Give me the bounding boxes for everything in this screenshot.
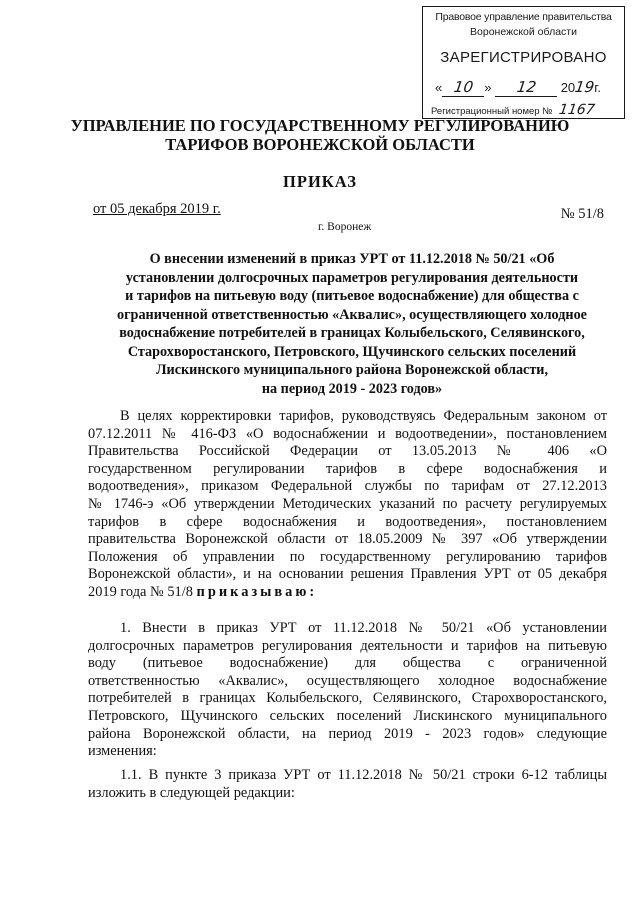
document-city: г. Воронеж [318, 221, 372, 233]
item-1-line: ответственностью «Аквалис», осуществляющего холодное водоснабжение [88, 672, 607, 689]
title-line: установлении долгосрочных параметров регулирования деятельности [125, 269, 579, 286]
preamble-line: Положения об управлении по государственному регулированию тарифов [88, 548, 607, 565]
item-1-1-paragraph [88, 767, 607, 802]
document-type: ПРИКАЗ [283, 172, 357, 191]
document-date: от 05 декабря 2019 г. [93, 201, 221, 217]
preamble-line: водоотведения», приказом Федеральной службы по тарифам от 27.12.2013 [88, 478, 607, 495]
stamp-year-prefix: 20 [560, 80, 576, 95]
item-1-line: района Воронежской области, на период 2019 - 2023 годов» следующие [88, 725, 607, 742]
stamp-status: ЗАРЕГИСТРИРОВАНО [440, 49, 607, 66]
title-line: на период 2019 - 2023 годов» [261, 380, 443, 397]
document-title [92, 250, 612, 398]
stamp-reg-label: Регистрационный номер № [431, 106, 553, 117]
item-1-line: 1. Внести в приказ УРТ от 11.12.2018 № 50/21 «Об установлении [120, 620, 607, 636]
stamp-year: 19 [573, 78, 596, 96]
organization-line-2: ТАРИФОВ ВОРОНЕЖСКОЙ ОБЛАСТИ [165, 135, 475, 154]
item-1-line: Петровского, Щучинского сельских поселений Лискинского муниципального [88, 707, 607, 724]
preamble-line: тарифов в сфере водоснабжения и водоотведения», постановлением [88, 513, 607, 530]
preamble-line: Правительства Российской Федерации от 13.05.2013 № 406 «О [88, 443, 607, 460]
organization-line-1: УПРАВЛЕНИЕ ПО ГОСУДАРСТВЕННОМУ РЕГУЛИРОВАНИЮ [70, 116, 570, 135]
item-1-line: изменения: [88, 743, 157, 760]
item-1-1-line: изложить в следующей редакции: [88, 784, 295, 801]
stamp-month: 12 [515, 78, 537, 96]
preamble-line: № 1746-э «Об утверждении Методических указаний по расчету регулируемых [88, 495, 607, 512]
title-line: Старохворостанского, Петровского, Щучинского сельских поселений [127, 343, 577, 360]
stamp-day: 10 [452, 78, 475, 96]
stamp-reg-number: 1167 [557, 102, 596, 118]
preamble-line [88, 584, 607, 602]
decree-word: приказываю: [196, 583, 318, 600]
item-1-paragraph [88, 620, 607, 761]
preamble-paragraph [88, 408, 607, 602]
title-line: Лискинского муниципального района Воронежской области, [155, 362, 549, 378]
item-1-line: потребителей в границах Колыбельского, Селявинского, Старохворостанского, [88, 690, 607, 707]
preamble-line: 07.12.2011 № 416-ФЗ «О водоснабжении и водоотведении», постановлением [88, 425, 607, 442]
registration-stamp [422, 6, 625, 119]
preamble-line: государственном регулировании тарифов в сфере водоснабжения и [88, 460, 607, 477]
stamp-authority-line2: Воронежской области [470, 26, 577, 38]
title-line: ограниченной ответственностью «Аквалис», осуществляющего холодное [117, 306, 587, 323]
preamble-line: В целях корректировки тарифов, руководствуясь Федеральным законом от [120, 408, 607, 424]
preamble-line: правительства Воронежской области от 18.05.2009 № 397 «Об утверждении [88, 531, 607, 548]
item-1-line: воду (питьевое водоснабжение) для общества с ограниченной [88, 655, 607, 672]
title-line: и тарифов на питьевую воду (питьевое водоснабжение) для общества с [125, 288, 579, 304]
title-line: водоснабжение потребителей в границах Колыбельского, Селявинского, [119, 325, 585, 341]
organization-name [0, 116, 640, 154]
item-1-1-line: 1.1. В пункте 3 приказа УРТ от 11.12.2018 № 50/21 строки 6-12 таблицы [120, 767, 607, 783]
preamble-last-text: 2019 года № 51/8 [88, 583, 193, 600]
item-1-line: долгосрочных параметров регулирования деятельности и тарифов на питьевую [88, 637, 607, 654]
stamp-authority-line1: Правовое управление правительства [435, 11, 612, 23]
title-line: О внесении изменений в приказ УРТ от 11.12.2018 № 50/21 «Об [149, 251, 555, 267]
stamp-date: « 10 » 12 2019г. [435, 78, 602, 96]
document-number: № 51/8 [560, 206, 604, 222]
preamble-line: Воронежской области», и на основании решения Правления УРТ от 05 декабря [88, 566, 607, 583]
stamp-year-suffix: г. [594, 80, 602, 95]
